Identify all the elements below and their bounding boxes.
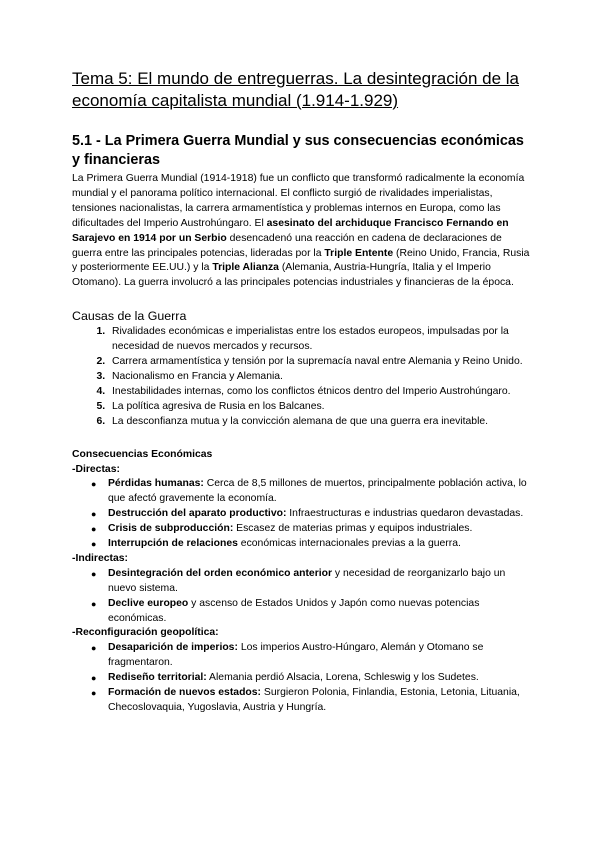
- indirect-label: -Indirectas:: [72, 552, 129, 564]
- bullet-icon: ●: [91, 673, 97, 684]
- item-bold: Desintegración del orden económico anterior: [108, 567, 333, 579]
- item-bold: Destrucción del aparato productivo:: [108, 508, 287, 520]
- consequences-heading: Consecuencias Económicas: [72, 448, 213, 460]
- causes-list: [72, 325, 532, 429]
- section-heading: 5.1 - La Primera Guerra Mundial y sus consecuencias económicas y financieras: [72, 133, 524, 168]
- list-item: [91, 686, 532, 716]
- list-item: [91, 537, 532, 552]
- intro-bold-3: Triple Alianza: [212, 262, 279, 274]
- item-bold: Pérdidas humanas:: [108, 478, 204, 490]
- item-text: Infraestructuras e industrias quedaron devastadas.: [286, 508, 524, 520]
- intro-text-3: (Reino Unido, Francia, Rusia y posteriormente EE.UU.) y la: [72, 247, 530, 274]
- list-item: [91, 522, 532, 537]
- item-text: y ascenso de Estados Unidos y Japón como nuevas potencias económicas.: [108, 597, 480, 624]
- list-item: [91, 567, 532, 597]
- intro-text-4: (Alemania, Austria-Hungría, Italia y el Imperio Otomano). La guerra involucró a las principales potencias industriales y financieras de la época.: [72, 262, 514, 289]
- item-bold: Interrupción de relaciones: [108, 538, 238, 550]
- list-item: 1. Rivalidades económicas e imperialistas entre los estados europeos, impulsadas por la necesidad de nuevos mercados y recursos.: [108, 325, 532, 355]
- geo-label: -Reconfiguración geopolítica:: [72, 627, 219, 639]
- bullet-icon: ●: [91, 568, 97, 579]
- item-text: Alemania perdió Alsacia, Lorena, Schleswig y los Sudetes.: [206, 672, 479, 684]
- causes-heading: Causas de la Guerra: [72, 309, 187, 324]
- list-item: [91, 477, 532, 507]
- intro-paragraph: [72, 172, 532, 291]
- item-bold: Desaparición de imperios:: [108, 642, 238, 654]
- item-bold: Formación de nuevos estados:: [108, 687, 262, 699]
- list-item: 4. Inestabilidades internas, como los conflictos étnicos dentro del Imperio Austrohúngaro.: [108, 385, 532, 400]
- bullet-icon: ●: [91, 643, 97, 654]
- item-text: Escasez de materias primas y equipos industriales.: [233, 523, 473, 535]
- item-text: y necesidad de reorganizarlo bajo un nuevo sistema.: [108, 567, 506, 594]
- list-item: [91, 597, 532, 627]
- item-bold: Crisis de subproducción:: [108, 523, 234, 535]
- item-text: Surgieron Polonia, Finlandia, Estonia, Letonia, Lituania, Checoslovaquia, Yugoslavia, Austria y Hungría.: [108, 687, 520, 713]
- document-page: [72, 68, 532, 716]
- direct-label: -Directas:: [72, 463, 120, 475]
- direct-list: [72, 477, 532, 552]
- list-item: 6. La desconfianza mutua y la convicción alemana de que una guerra era inevitable.: [108, 415, 532, 430]
- item-text: económicas internacionales previas a la guerra.: [237, 538, 461, 550]
- intro-bold-2: Triple Entente: [324, 247, 394, 259]
- intro-bold-1: asesinato del archiduque Francisco Fernando en Sarajevo en 1914 por un Serbio: [72, 217, 509, 244]
- document-title: Tema 5: El mundo de entreguerras. La desintegración de la economía capitalista mundial (1.914-1.929): [72, 69, 519, 110]
- intro-text-1: La Primera Guerra Mundial (1914-1918) fue un conflicto que transformó radicalmente la economía mundial y el panorama político internacional. El conflicto surgió de rivalidades imperialistas, tensiones nacionalistas, la carrera armamentística y problemas internos en Europa, como las dificultades del Imperio Austrohúngaro. El: [72, 173, 525, 229]
- item-text: Los imperios Austro-Húngaro, Alemán y Otomano se fragmentaron.: [108, 642, 484, 669]
- indirect-list: [72, 567, 532, 627]
- list-item: [91, 641, 532, 671]
- bullet-icon: ●: [91, 509, 97, 520]
- list-item: [91, 671, 532, 686]
- bullet-icon: ●: [91, 598, 97, 609]
- item-text: Cerca de 8,5 millones de muertos, principalmente población activa, lo que afectó gravemente la economía.: [108, 478, 527, 505]
- bullet-icon: ●: [91, 688, 97, 699]
- intro-text-2: desencadenó una reacción en cadena de declaraciones de guerra entre las principales potencias, lideradas por la: [72, 232, 502, 259]
- bullet-icon: ●: [91, 479, 97, 490]
- list-item: [91, 507, 532, 522]
- bullet-icon: ●: [91, 524, 97, 535]
- bullet-icon: ●: [91, 539, 97, 550]
- list-item: 3. Nacionalismo en Francia y Alemania.: [108, 370, 532, 385]
- item-bold: Rediseño territorial:: [108, 672, 207, 684]
- geo-list: [72, 641, 532, 716]
- item-bold: Declive europeo: [108, 597, 189, 609]
- list-item: 5. La política agresiva de Rusia en los Balcanes.: [108, 400, 532, 415]
- list-item: 2. Carrera armamentística y tensión por la supremacía naval entre Alemania y Reino Unido.: [108, 355, 532, 370]
